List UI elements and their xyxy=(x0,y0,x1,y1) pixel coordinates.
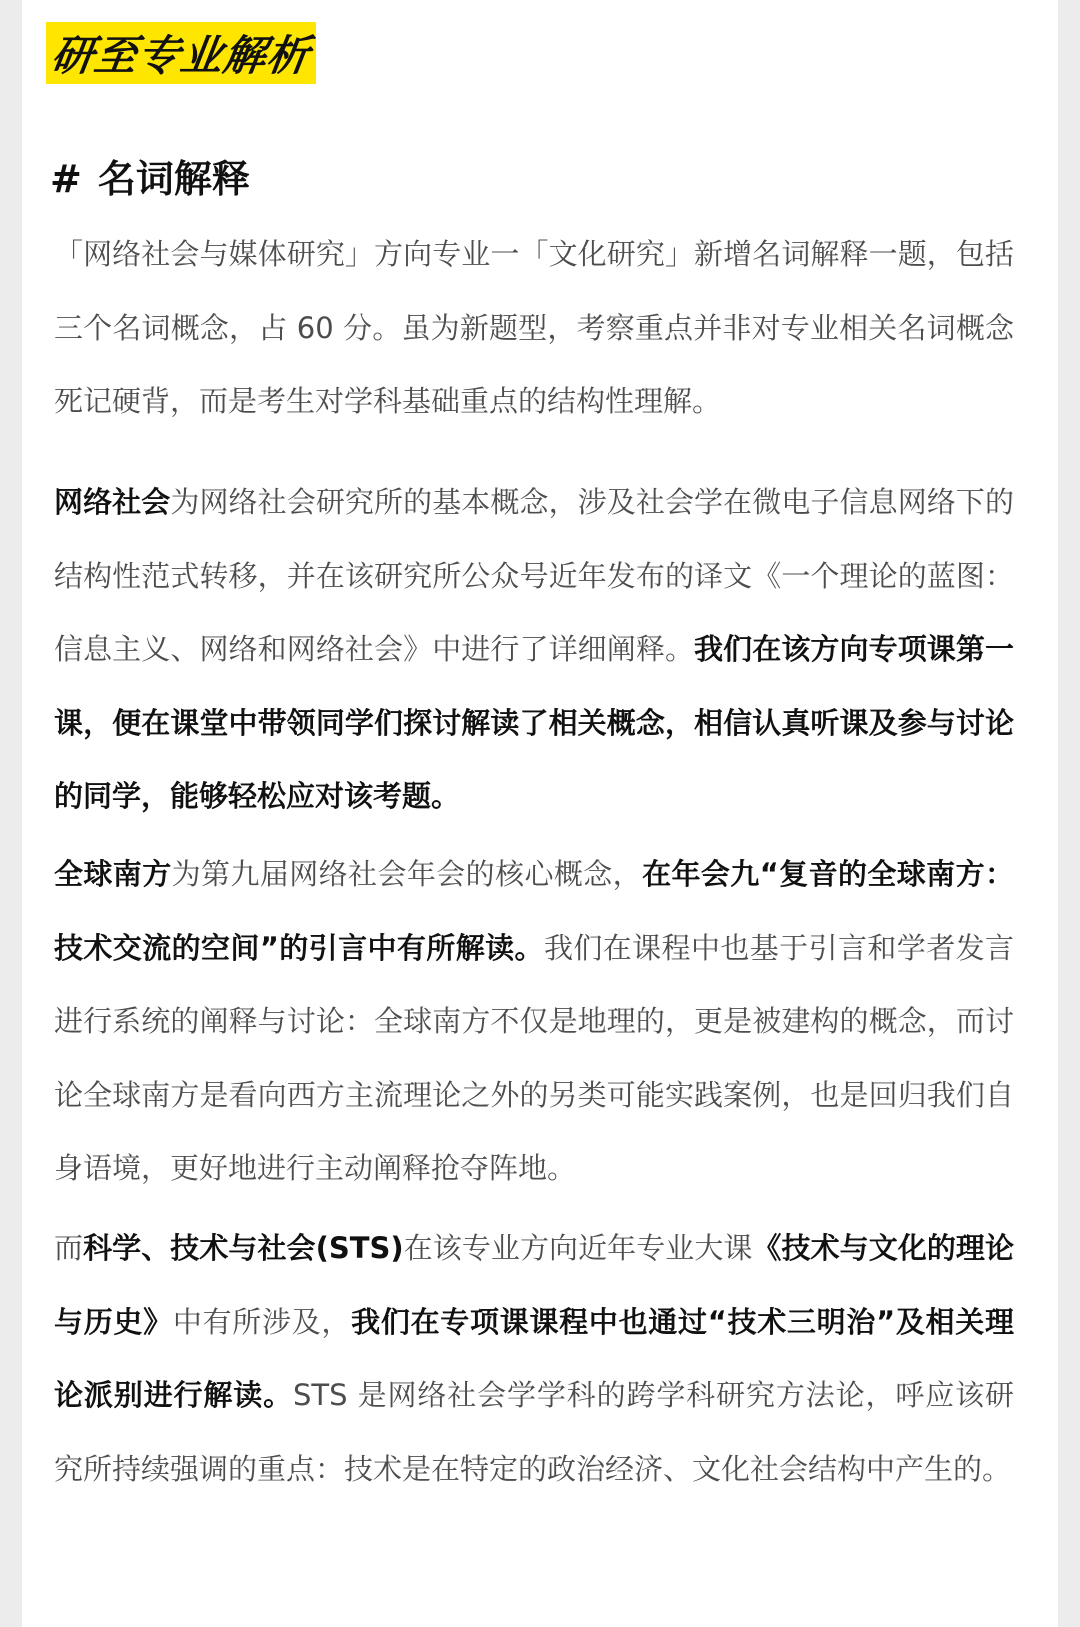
paragraph-text: 为第九届网络社会年会的核心概念， xyxy=(171,857,643,891)
paragraph-text: 而 xyxy=(54,1231,84,1265)
paragraph-text: 中有所涉及， xyxy=(172,1304,352,1339)
term-network-society: 网络社会 xyxy=(54,485,171,519)
article-page xyxy=(22,0,1058,1627)
paragraph-global-south xyxy=(54,838,1014,1206)
paragraph-text: 「网络社会与媒体研究」方向专业一「文化研究」新增名词解释一题，包括三个名词概念，占 60 分。虽为新题型，考察重点并非对专业相关名词概念死记硬背，而是考生对学科基础重点的结构性理解。 xyxy=(54,237,1014,418)
emphasis-text: 在年会九“复音的全球南方：技术交流的空间”的引言中有所解读。 xyxy=(54,857,1014,965)
paragraph-text: 在该专业方向近年专业大课 xyxy=(403,1231,753,1265)
paragraph-text: STS 是网络社会学学科的跨学科研究方法论，呼应该研究所持续强调的重点：技术是在特定的政治经济、文化社会结构中产生的。 xyxy=(54,1378,1014,1486)
hash-icon: # xyxy=(50,157,82,201)
paragraph-text: 我们在课程中也基于引言和学者发言进行系统的阐释与讨论：全球南方不仅是地理的，更是被建构的概念，而讨论全球南方是看向西方主流理论之外的另类可能实践案例，也是回归我们自身语境，更好地进行主动阐释抢夺阵地。 xyxy=(54,930,1014,1185)
paragraph-text: 为网络社会研究所的基本概念，涉及社会学在微电子信息网络下的结构性范式转移，并在该研究所公众号近年发布的译文《一个理论的蓝图：信息主义、网络和网络社会》中进行了详细阐释。 xyxy=(54,485,1014,666)
paragraph-intro xyxy=(54,218,1014,439)
header-badge xyxy=(46,22,316,84)
emphasis-text: 我们在该方向专项课第一课，便在课堂中带领同学们探讨解读了相关概念，相信认真听课及参与讨论的同学，能够轻松应对该考题。 xyxy=(54,632,1014,813)
paragraph-network-society xyxy=(54,466,1014,834)
term-sts: 科学、技术与社会(STS) xyxy=(83,1231,404,1265)
section-title-text: 名词解释 xyxy=(97,157,250,201)
term-global-south: 全球南方 xyxy=(54,857,172,891)
emphasis-text: 我们在专项课课程中也通过“技术三明治”及相关理论派别进行解读。 xyxy=(54,1304,1014,1412)
course-title: 《技术与文化的理论与历史》 xyxy=(54,1231,1014,1339)
header-badge-text: 研至专业解析 xyxy=(48,31,314,80)
paragraph-sts xyxy=(54,1212,1014,1506)
section-title xyxy=(50,148,250,203)
